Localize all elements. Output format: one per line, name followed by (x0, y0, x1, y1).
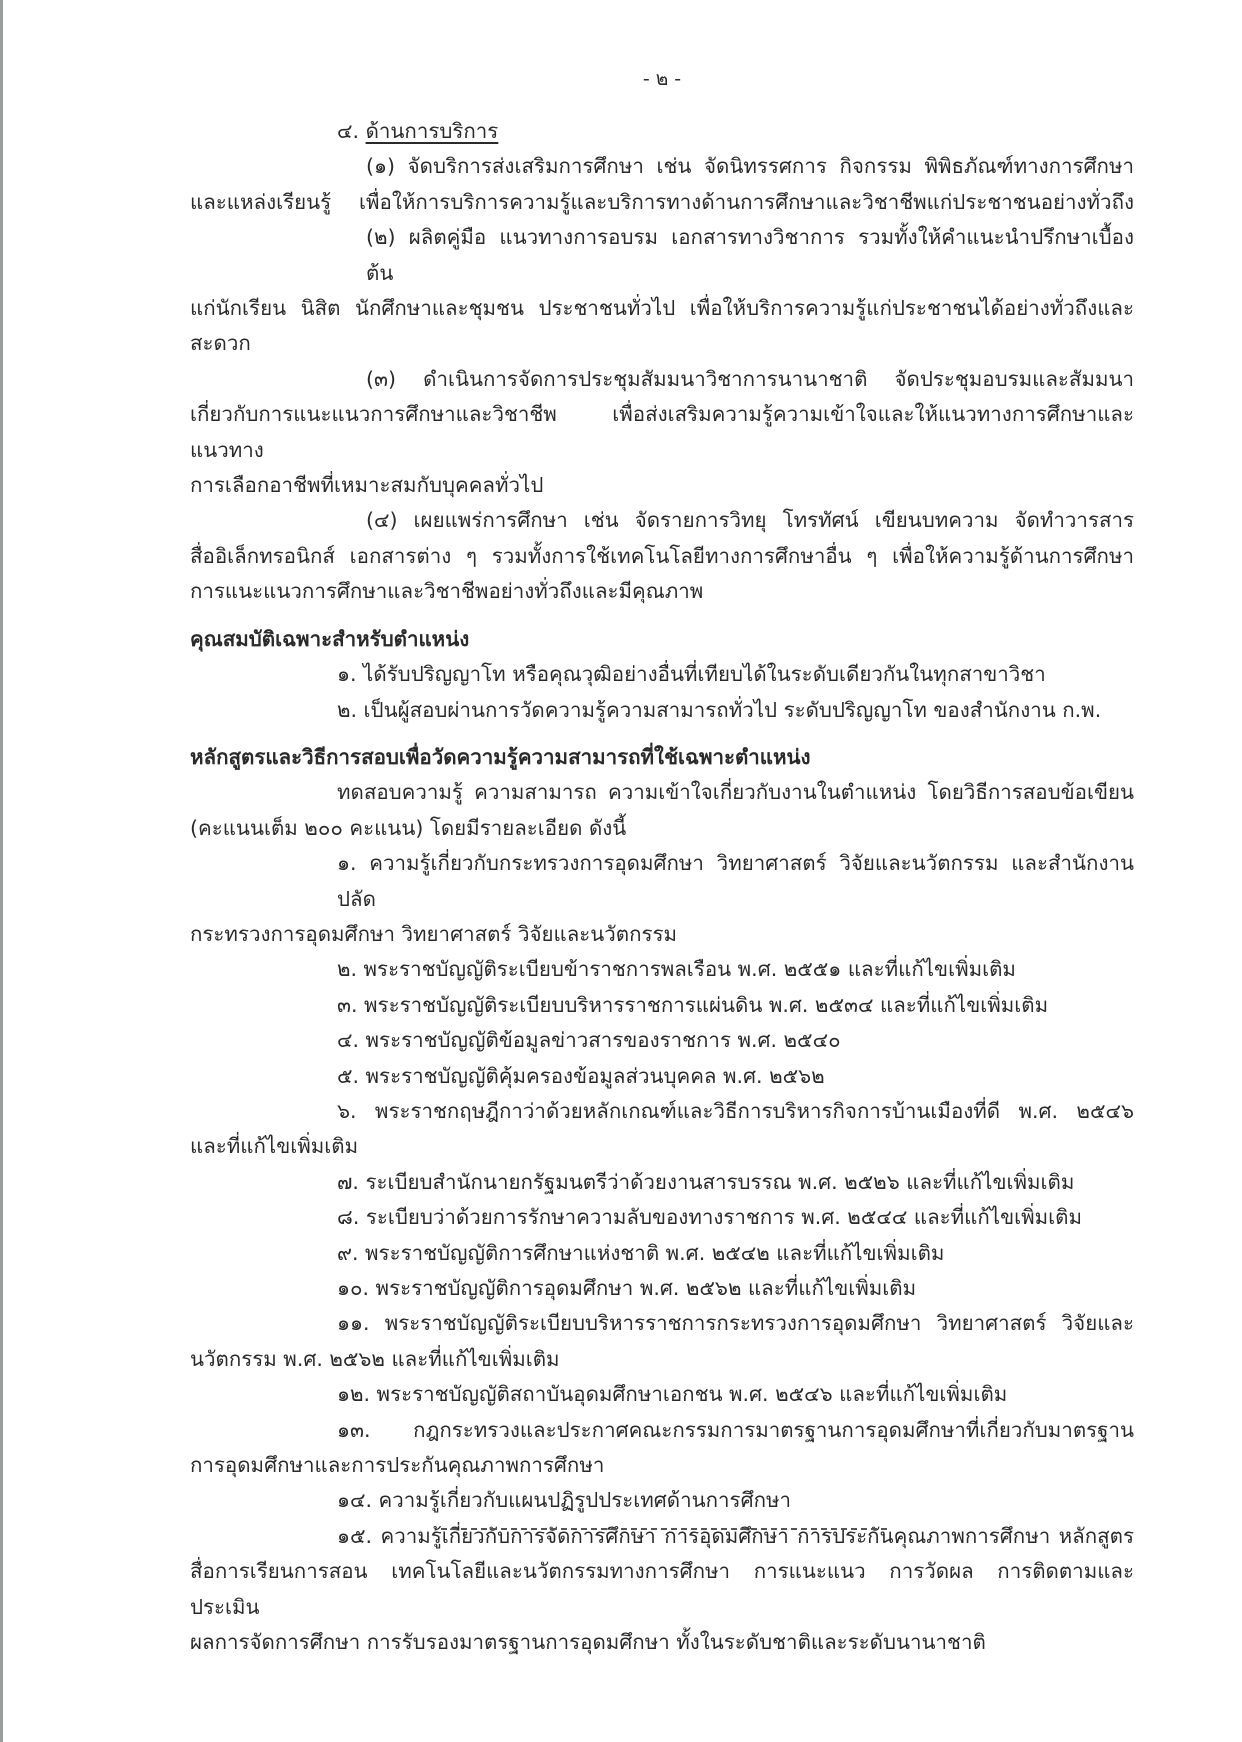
exam-topic-8: ๘. ระเบียบว่าด้วยการรักษาความลับของทางราชการ พ.ศ. ๒๕๔๔ และที่แก้ไขเพิ่มเติม (337, 1205, 1082, 1230)
exam-topic-1 (190, 846, 1134, 952)
exam-topic-15 (190, 1519, 1134, 1661)
qualification-item: ๒. เป็นผู้สอบผ่านการวัดความรู้ความสามารถทั่วไป ระดับปริญญาโท ของสำนักงาน ก.พ. (337, 697, 1102, 722)
document-page (190, 64, 1134, 1660)
paragraph-line: (คะแนนเต็ม ๒๐๐ คะแนน) โดยมีรายละเอียด ดังนี้ (190, 815, 627, 840)
scan-left-edge (0, 0, 3, 1742)
topic-line: ๑๑. พระราชบัญญัติระเบียบบริหารราชการกระทรวงการอุดมศึกษา วิทยาศาสตร์ วิจัยและ (337, 1311, 1134, 1336)
exam-topic-2: ๒. พระราชบัญญัติระเบียบข้าราชการพลเรือน พ.ศ. ๒๕๕๑ และที่แก้ไขเพิ่มเติม (337, 957, 1016, 982)
section-4-heading (190, 114, 1134, 149)
paragraph-line: (๔) เผยแพร่การศึกษา เช่น จัดรายการวิทยุ โทรทัศน์ เขียนบทความ จัดทำวารสาร (366, 508, 1134, 533)
exam-topic-12: ๑๒. พระราชบัญญัติสถาบันอุดมศึกษาเอกชน พ.ศ. ๒๕๔๖ และที่แก้ไขเพิ่มเติม (337, 1382, 1008, 1407)
exam-topic-14: ๑๔. ความรู้เกี่ยวกับแผนปฏิรูปประเทศด้านการศึกษา (337, 1488, 792, 1513)
exam-topic-7: ๗. ระเบียบสำนักนายกรัฐมนตรีว่าด้วยงานสารบรรณ พ.ศ. ๒๕๒๖ และที่แก้ไขเพิ่มเติม (337, 1169, 1075, 1194)
page-number: - ๒ - (642, 68, 682, 90)
topic-line: นวัตกรรม พ.ศ. ๒๕๖๒ และที่แก้ไขเพิ่มเติม (190, 1346, 560, 1371)
exam-topic-4: ๔. พระราชบัญญัติข้อมูลข่าวสารของราชการ พ.ศ. ๒๕๔๐ (337, 1028, 841, 1053)
topic-line: ๑๓. กฎกระทรวงและประกาศคณะกรรมการมาตรฐานการอุดมศึกษาที่เกี่ยวกับมาตรฐาน (337, 1417, 1134, 1442)
topic-line: และที่แก้ไขเพิ่มเติม (190, 1134, 359, 1159)
exam-topic-10: ๑๐. พระราชบัญญัติการอุดมศึกษา พ.ศ. ๒๕๖๒ และที่แก้ไขเพิ่มเติม (337, 1276, 917, 1300)
qualifications-heading: คุณสมบัติเฉพาะสำหรับตำแหน่ง (190, 626, 470, 651)
section-4-paragraph-3 (190, 362, 1134, 504)
paragraph-line: (๑) จัดบริการส่งเสริมการศึกษา เช่น จัดนิทรรศการ กิจกรรม พิพิธภัณฑ์ทางการศึกษา (366, 154, 1134, 179)
exam-topic-9: ๙. พระราชบัญญัติการศึกษาแห่งชาติ พ.ศ. ๒๕๔๒ และที่แก้ไขเพิ่มเติม (337, 1240, 945, 1265)
topic-line: ๑๕. ความรู้เกี่ยวกับการจัดการศึกษา การอุดมศึกษา การประกันคุณภาพการศึกษา หลักสูตร (337, 1523, 1134, 1548)
exam-intro (190, 775, 1134, 846)
exam-heading: หลักสูตรและวิธีการสอบเพื่อวัดความรู้ความสามารถที่ใช้เฉพาะตำแหน่ง (190, 744, 811, 769)
paragraph-line: การแนะแนวการศึกษาและวิชาชีพอย่างทั่วถึงและมีคุณภาพ (190, 579, 704, 604)
paragraph-line: เกี่ยวกับการแนะแนวการศึกษาและวิชาชีพ เพื่อส่งเสริมความรู้ความเข้าใจและให้แนวทางการศึกษาและแนวทาง (190, 402, 1134, 462)
topic-line: ผลการจัดการศึกษา การรับรองมาตรฐานการอุดมศึกษา ทั้งในระดับชาติและระดับนานาชาติ (190, 1630, 986, 1655)
topic-line: ๑. ความรู้เกี่ยวกับกระทรวงการอุดมศึกษา วิทยาศาสตร์ วิจัยและนวัตกรรม และสำนักงานปลัด (337, 851, 1134, 911)
qualification-item: ๑. ได้รับปริญญาโท หรือคุณวุฒิอย่างอื่นที่เทียบได้ในระดับเดียวกันในทุกสาขาวิชา (337, 662, 1046, 687)
topic-line: กระทรวงการอุดมศึกษา วิทยาศาสตร์ วิจัยและนวัตกรรม (190, 921, 678, 946)
end-of-document-separator (441, 1528, 887, 1530)
paragraph-line: แก่นักเรียน นิสิต นักศึกษาและชุมชน ประชาชนทั่วไป เพื่อให้บริการความรู้แก่ประชาชนได้อย่างทั่วถึงและสะดวก (190, 296, 1134, 356)
exam-topic-3: ๓. พระราชบัญญัติระเบียบบริหารราชการแผ่นดิน พ.ศ. ๒๕๓๔ และที่แก้ไขเพิ่มเติม (337, 992, 1049, 1017)
paragraph-line: (๓) ดำเนินการจัดการประชุมสัมมนาวิชาการนานาชาติ จัดประชุมอบรมและสัมมนา (366, 366, 1134, 391)
section-4-paragraph-1 (190, 149, 1134, 220)
paragraph-line: และแหล่งเรียนรู้ เพื่อให้การบริการความรู้และบริการทางด้านการศึกษาและวิชาชีพแก่ประชาชนอย่างทั่วถึง (190, 189, 1134, 214)
section-4-paragraph-4 (190, 503, 1134, 609)
paragraph-line: สื่ออิเล็กทรอนิกส์ เอกสารต่าง ๆ รวมทั้งการใช้เทคโนโลยีทางการศึกษาอื่น ๆ เพื่อให้ความรู้ด้านการศึกษา (190, 543, 1134, 568)
paragraph-line: ทดสอบความรู้ ความสามารถ ความเข้าใจเกี่ยวกับงานในตำแหน่ง โดยวิธีการสอบข้อเขียน (337, 780, 1134, 805)
exam-topic-11 (190, 1306, 1134, 1377)
section-4-paragraph-2 (190, 220, 1134, 362)
exam-topic-13 (190, 1413, 1134, 1484)
exam-topic-5: ๕. พระราชบัญญัติคุ้มครองข้อมูลส่วนบุคคล พ.ศ. ๒๕๖๒ (337, 1063, 825, 1088)
exam-topic-6 (190, 1094, 1134, 1165)
section-4-title: ด้านการบริการ (365, 119, 499, 143)
paragraph-line: การเลือกอาชีพที่เหมาะสมกับบุคคลทั่วไป (190, 473, 544, 498)
section-4-number: ๔. (337, 119, 360, 143)
topic-line: ๖. พระราชกฤษฎีกาว่าด้วยหลักเกณฑ์และวิธีการบริหารกิจการบ้านเมืองที่ดี พ.ศ. ๒๕๔๖ (337, 1098, 1134, 1123)
exam-topic-list (190, 846, 1134, 1660)
topic-line: การอุดมศึกษาและการประกันคุณภาพการศึกษา (190, 1453, 605, 1478)
topic-line: สื่อการเรียนการสอน เทคโนโลยีและนวัตกรรมทางการศึกษา การแนะแนว การวัดผล การติดตามและประเมิน (190, 1559, 1134, 1619)
paragraph-line: (๒) ผลิตคู่มือ แนวทางการอบรม เอกสารทางวิชาการ รวมทั้งให้คำแนะนำปรึกษาเบื้องต้น (366, 225, 1134, 285)
